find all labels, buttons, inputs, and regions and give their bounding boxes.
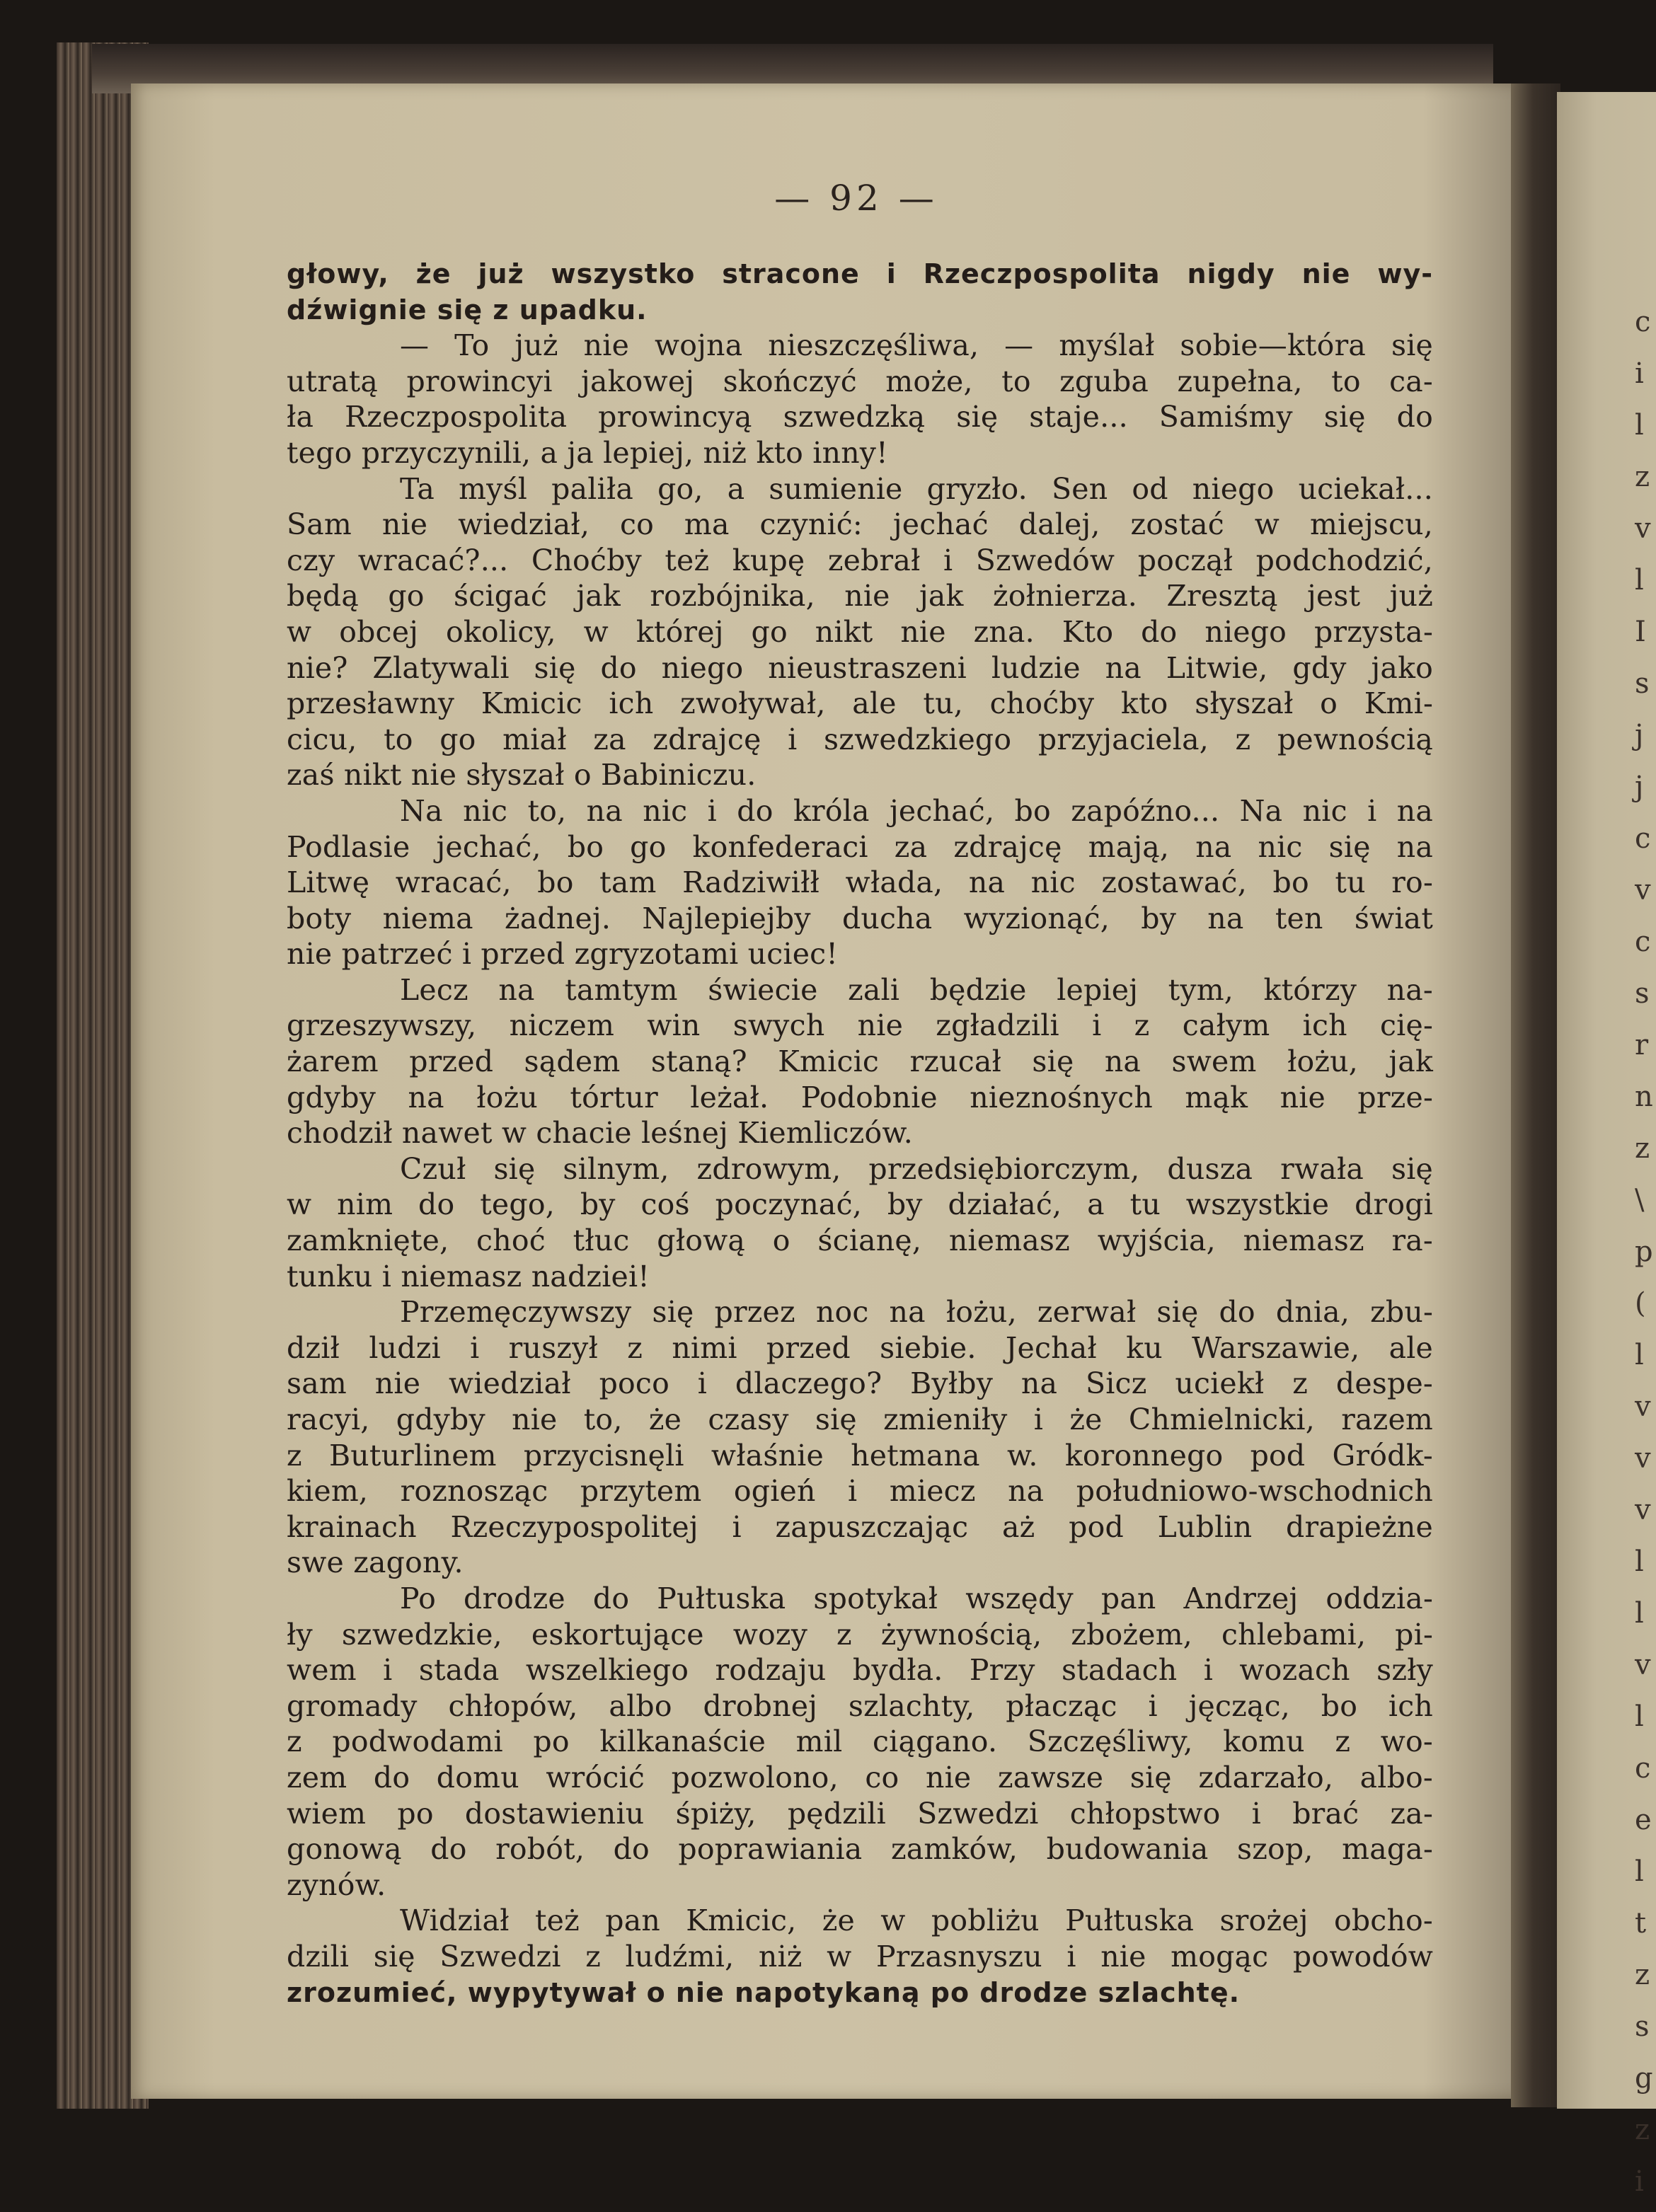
facing-page-glyph: s bbox=[1635, 2010, 1650, 2043]
text-line: Na nic to, na nic i do króla jechać, bo zapóźno... Na nic i na bbox=[400, 793, 1433, 828]
facing-page-glyph: c bbox=[1635, 926, 1651, 958]
text-line: tego przyczynili, a ja lepiej, niż kto inny! bbox=[287, 435, 888, 470]
facing-page-glyph: z bbox=[1635, 1132, 1650, 1165]
facing-page-glyph: v bbox=[1635, 1494, 1651, 1526]
text-line: sam nie wiedział poco i dlaczego? Byłby na Sicz uciekł z despe- bbox=[287, 1366, 1433, 1401]
text-line: gdyby na łożu tórtur leżał. Podobnie nieznośnych mąk nie prze- bbox=[287, 1080, 1433, 1114]
page-gutter bbox=[1511, 83, 1560, 2107]
text-line: w obcej okolicy, w której go nikt nie zna. Kto do niego przysta- bbox=[287, 614, 1433, 649]
facing-page-glyph: i bbox=[1635, 2165, 1644, 2198]
text-line: chodził nawet w chacie leśnej Kiemliczów. bbox=[287, 1116, 914, 1151]
page-text bbox=[287, 256, 1433, 2010]
text-line: dził ludzi i ruszył z nimi przed siebie. Jechał ku Warszawie, ale bbox=[287, 1330, 1433, 1365]
text-line: boty niema żadnej. Najlepiejby ducha wyzionąć, by na ten świat bbox=[287, 901, 1433, 935]
facing-page-glyph: i bbox=[1635, 357, 1644, 390]
text-line: cicu, to go miał za zdrajcę i szwedzkiego przyjaciela, z pewnością bbox=[287, 722, 1433, 756]
facing-page-glyph: v bbox=[1635, 512, 1651, 545]
text-line: Podlasie jechać, bo go konfederaci za zdrajcę mają, na nic się na bbox=[287, 829, 1433, 864]
text-line: swe zagony. bbox=[287, 1545, 464, 1580]
text-line: krainach Rzeczypospolitej i zapuszczając aż pod Lublin drapieżne bbox=[287, 1509, 1433, 1544]
text-line: — To już nie wojna nieszczęśliwa, — myślał sobie—która się bbox=[400, 328, 1433, 363]
facing-page-glyph: r bbox=[1635, 1029, 1649, 1061]
text-line: racyi, gdyby nie to, że czasy się zmieniły i że Chmielnicki, razem bbox=[287, 1402, 1433, 1436]
facing-page-glyph: z bbox=[1635, 1959, 1650, 1991]
page-number: — 92 — bbox=[774, 178, 938, 219]
facing-page-glyph: I bbox=[1635, 616, 1646, 648]
text-line: zaś nikt nie słyszał o Babiniczu. bbox=[287, 758, 757, 793]
facing-page-glyph: t bbox=[1635, 1907, 1647, 1940]
text-line: z podwodami po kilkanaście mil ciągano. Szczęśliwy, komu z wo- bbox=[287, 1724, 1433, 1759]
text-line: dźwignie się z upadku. bbox=[287, 294, 648, 326]
text-line: przesławny Kmicic ich zwoływał, ale tu, choćby kto słyszał o Kmi- bbox=[287, 686, 1433, 721]
text-line: zem do domu wrócić pozwolono, co nie zawsze się zdarzało, albo- bbox=[287, 1760, 1433, 1795]
text-line: ła Rzeczpospolita prowincyą szwedzką się staje... Samiśmy się do bbox=[287, 400, 1433, 434]
facing-page-glyph: v bbox=[1635, 1390, 1651, 1423]
facing-page-glyph: j bbox=[1635, 771, 1644, 803]
text-line: wiem po dostawieniu śpiży, pędzili Szwedzi chłopstwo i brać za- bbox=[287, 1796, 1433, 1831]
facing-page-glyph: g bbox=[1635, 2062, 1653, 2095]
facing-page-glyph: l bbox=[1635, 1700, 1644, 1733]
facing-page-glyph: l bbox=[1635, 1339, 1644, 1371]
facing-page-glyph: z bbox=[1635, 2114, 1650, 2146]
text-line: Lecz na tamtym świecie zali będzie lepiej tym, którzy na- bbox=[400, 972, 1433, 1007]
facing-page-glyph: v bbox=[1635, 874, 1651, 906]
facing-page-glyph: ( bbox=[1635, 1287, 1646, 1320]
facing-page-glyph: l bbox=[1635, 1855, 1644, 1888]
text-line: Przemęczywszy się przez noc na łożu, zerwał się do dnia, zbu- bbox=[400, 1295, 1433, 1330]
text-line: wem i stada wszelkiego rodzaju bydła. Przy stadach i wozach szły bbox=[287, 1653, 1433, 1688]
text-line: głowy, że już wszystko stracone i Rzeczpospolita nigdy nie wy- bbox=[287, 258, 1433, 289]
text-line: z Buturlinem przycisnęli właśnie hetmana w. koronnego pod Gródk- bbox=[287, 1438, 1433, 1473]
text-line: zamknięte, choć tłuc głową o ścianę, niemasz wyjścia, niemasz ra- bbox=[287, 1223, 1433, 1258]
facing-page-glyph: s bbox=[1635, 667, 1650, 700]
text-line: utratą prowincyi jakowej skończyć może, to zguba zupełna, to ca- bbox=[287, 364, 1433, 398]
facing-page-glyph: v bbox=[1635, 1442, 1651, 1475]
facing-page-glyph: l bbox=[1635, 409, 1644, 442]
text-line: Sam nie wiedział, co ma czynić: jechać dalej, zostać w miejscu, bbox=[287, 507, 1433, 542]
text-line: gonową do robót, do poprawiania zamków, budowania szop, maga- bbox=[287, 1832, 1433, 1867]
text-line: nie patrzeć i przed zgryzotami uciec! bbox=[287, 937, 838, 972]
text-line: Po drodze do Pułtuska spotykał wszędy pan Andrzej oddzia- bbox=[400, 1581, 1433, 1615]
facing-page-glyph: l bbox=[1635, 564, 1644, 597]
facing-page-glyph: c bbox=[1635, 822, 1651, 855]
facing-page-glyph: c bbox=[1635, 1752, 1651, 1785]
facing-page-glyph: v bbox=[1635, 1649, 1651, 1681]
text-line: Widział też pan Kmicic, że w pobliżu Pułtuska srożej obcho- bbox=[400, 1903, 1433, 1938]
facing-page-glyph: s bbox=[1635, 977, 1650, 1010]
facing-page-glyph: j bbox=[1635, 719, 1644, 751]
text-line: nie? Zlatywali się do niego nieustraszeni ludzie na Litwie, gdy jako bbox=[287, 650, 1433, 685]
facing-page-glyph: l bbox=[1635, 1545, 1644, 1578]
text-line: czy wracać?... Choćby też kupę zebrał i Szwedów począł podchodzić, bbox=[287, 543, 1433, 577]
facing-page-glyph: c bbox=[1635, 306, 1651, 338]
facing-page-glyph: l bbox=[1635, 1597, 1644, 1630]
text-line: będą go ścigać jak rozbójnika, nie jak żołnierza. Zresztą jest już bbox=[287, 579, 1433, 614]
facing-page-glyph: n bbox=[1635, 1081, 1653, 1113]
text-line: Ta myśl paliła go, a sumienie gryzło. Sen od niego uciekał... bbox=[400, 471, 1433, 506]
text-line: w nim do tego, by coś poczynać, by działać, a tu wszystkie drogi bbox=[287, 1187, 1433, 1222]
facing-page-glyph: z bbox=[1635, 461, 1650, 493]
text-line: gromady chłopów, albo drobnej szlachty, płacząc i jęcząc, bo ich bbox=[287, 1688, 1433, 1723]
text-line: Litwę wracać, bo tam Radziwiłł włada, na nic zostawać, bo tu ro- bbox=[287, 865, 1433, 900]
text-line: zynów. bbox=[287, 1867, 386, 1902]
text-line: tunku i niemasz nadziei! bbox=[287, 1259, 650, 1294]
text-line: zrozumieć, wypytywał o nie napotykaną po drodze szlachtę. bbox=[287, 1976, 1241, 2008]
text-line: żarem przed sądem staną? Kmicic rzucał się na swem łożu, jak bbox=[287, 1044, 1433, 1079]
facing-page-glyph: \ bbox=[1635, 1184, 1645, 1216]
text-line: Czuł się silnym, zdrowym, przedsiębiorczym, dusza rwała się bbox=[400, 1151, 1433, 1186]
facing-page-glyph: p bbox=[1635, 1235, 1653, 1268]
facing-page-glyph: e bbox=[1635, 1804, 1652, 1836]
text-line: dzili się Szwedzi z ludźmi, niż w Przasnyszu i nie mogąc powodów bbox=[287, 1939, 1433, 1974]
text-line: kiem, roznosząc przytem ogień i miecz na południowo-wschodnich bbox=[287, 1474, 1433, 1509]
text-line: ły szwedzkie, eskortujące wozy z żywnością, zbożem, chlebami, pi- bbox=[287, 1617, 1433, 1652]
facing-page-edge bbox=[1557, 92, 1656, 2198]
text-line: grzeszywszy, niczem win swych nie zgładzili i z całym ich cię- bbox=[287, 1008, 1433, 1043]
